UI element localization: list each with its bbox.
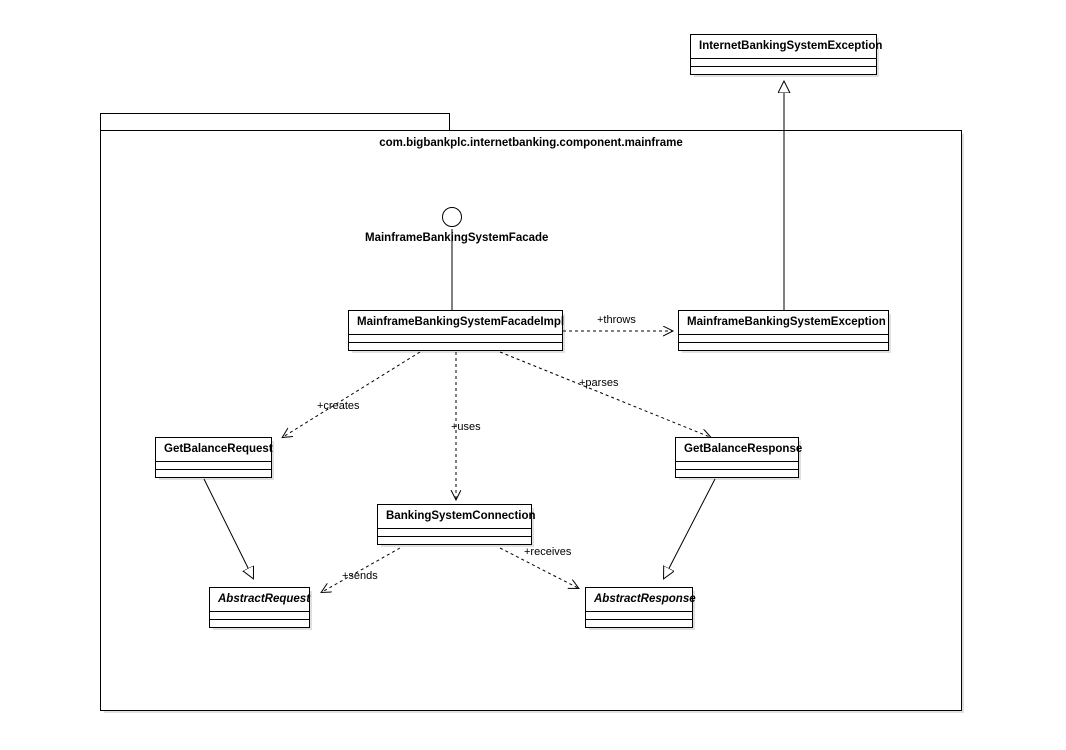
class-get-balance-request[interactable] (155, 437, 272, 478)
class-abstract-request[interactable] (209, 587, 310, 628)
operations-compartment (676, 470, 798, 477)
class-name: GetBalanceRequest (156, 438, 271, 462)
attributes-compartment (676, 462, 798, 470)
operations-compartment (210, 620, 309, 627)
attributes-compartment (679, 335, 888, 343)
class-name: GetBalanceResponse (676, 438, 798, 462)
interface-lollipop-icon[interactable] (442, 207, 462, 227)
attributes-compartment (210, 612, 309, 620)
class-name: AbstractResponse (586, 588, 692, 612)
edge-label-sends: +sends (342, 570, 378, 582)
attributes-compartment (378, 529, 531, 537)
class-internet-banking-system-exception[interactable] (690, 34, 883, 75)
class-get-balance-response[interactable] (675, 437, 803, 478)
interface-label: MainframeBankingSystemFacade (365, 232, 549, 244)
package-label: com.bigbankplc.internetbanking.component.mainframe (379, 137, 683, 149)
class-abstract-response[interactable] (585, 587, 696, 628)
class-name: InternetBankingSystemException (691, 35, 876, 59)
class-mainframe-banking-system-exception[interactable] (678, 310, 889, 351)
operations-compartment (691, 67, 876, 74)
class-name: MainframeBankingSystemFacadeImpl (349, 311, 562, 335)
edge-label-parses: +parses (579, 377, 619, 389)
operations-compartment (586, 620, 692, 627)
edge-label-creates: +creates (317, 400, 360, 412)
edge-label-uses: +uses (451, 421, 481, 433)
class-name: BankingSystemConnection (378, 505, 531, 529)
package-tab (100, 113, 450, 131)
attributes-compartment (349, 335, 562, 343)
class-mainframe-banking-system-facade-impl[interactable] (348, 310, 563, 351)
operations-compartment (378, 537, 531, 544)
attributes-compartment (156, 462, 271, 470)
edge-label-receives: +receives (524, 546, 572, 558)
class-name: AbstractRequest (210, 588, 309, 612)
attributes-compartment (586, 612, 692, 620)
class-name: MainframeBankingSystemException (679, 311, 888, 335)
operations-compartment (349, 343, 562, 350)
attributes-compartment (691, 59, 876, 67)
class-banking-system-connection[interactable] (377, 504, 536, 545)
edge-label-throws: +throws (597, 314, 636, 326)
operations-compartment (156, 470, 271, 477)
operations-compartment (679, 343, 888, 350)
